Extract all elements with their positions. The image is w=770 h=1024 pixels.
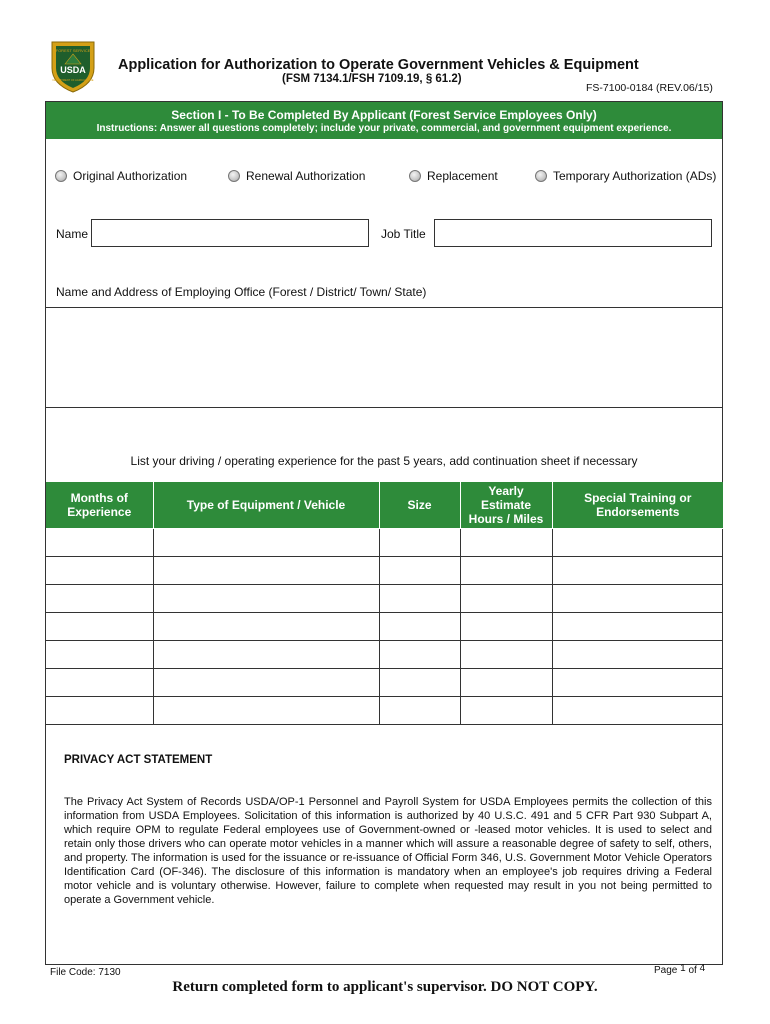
col-yearly-estimate: Yearly Estimate Hours / Miles <box>460 482 552 529</box>
table-cell[interactable] <box>460 669 552 697</box>
table-cell[interactable] <box>46 557 153 585</box>
form-title: Application for Authorization to Operate Government Vehicles & Equipment <box>118 57 639 73</box>
section-instructions: Instructions: Answer all questions completely; include your private, commercial, and government equipment experience. <box>96 123 672 134</box>
svg-text:USDA: USDA <box>60 65 86 75</box>
experience-instructions: List your driving / operating experience for the past 5 years, add continuation sheet if necessary <box>130 454 638 468</box>
table-row <box>46 613 723 641</box>
table-row <box>46 697 723 725</box>
section-title: Section I - To Be Completed By Applicant (Forest Service Employees Only) <box>171 108 597 122</box>
table-cell[interactable] <box>460 697 552 725</box>
table-cell[interactable] <box>552 669 723 697</box>
table-cell[interactable] <box>153 613 379 641</box>
table-row <box>46 585 723 613</box>
table-cell[interactable] <box>153 669 379 697</box>
table-cell[interactable] <box>552 529 723 557</box>
table-cell[interactable] <box>552 585 723 613</box>
table-cell[interactable] <box>153 641 379 669</box>
table-cell[interactable] <box>46 585 153 613</box>
table-cell[interactable] <box>379 557 460 585</box>
radio-button-icon[interactable] <box>409 170 421 182</box>
form-subtitle: (FSM 7134.1/FSH 7109.19, § 61.2) <box>282 73 462 85</box>
radio-button-icon[interactable] <box>228 170 240 182</box>
table-cell[interactable] <box>460 529 552 557</box>
table-cell[interactable] <box>379 613 460 641</box>
table-cell[interactable] <box>552 697 723 725</box>
table-cell[interactable] <box>46 641 153 669</box>
table-cell[interactable] <box>379 669 460 697</box>
file-code: File Code: 7130 <box>50 967 121 978</box>
col-special-training: Special Training or Endorsements <box>552 482 723 529</box>
office-address-input[interactable] <box>46 307 722 408</box>
experience-header-row <box>46 482 723 529</box>
radio-label: Renewal Authorization <box>246 169 366 183</box>
table-cell[interactable] <box>379 585 460 613</box>
table-cell[interactable] <box>379 697 460 725</box>
table-cell[interactable] <box>460 585 552 613</box>
radio-label: Temporary Authorization (ADs) <box>553 169 717 183</box>
table-cell[interactable] <box>153 529 379 557</box>
table-cell[interactable] <box>460 613 552 641</box>
table-cell[interactable] <box>552 557 723 585</box>
name-input[interactable] <box>91 219 369 247</box>
svg-text:FOREST SERVICE: FOREST SERVICE <box>55 48 91 53</box>
table-cell[interactable] <box>460 557 552 585</box>
col-size: Size <box>379 482 460 529</box>
radio-renewal-authorization[interactable] <box>228 169 365 183</box>
page-label: Page <box>654 965 678 976</box>
radio-replacement[interactable] <box>409 169 498 183</box>
radio-temporary-authorization[interactable] <box>535 169 716 183</box>
experience-table <box>46 482 723 725</box>
col-equipment-type: Type of Equipment / Vehicle <box>153 482 379 529</box>
radio-button-icon[interactable] <box>535 170 547 182</box>
radio-original-authorization[interactable] <box>55 169 187 183</box>
table-row <box>46 641 723 669</box>
svg-text:DEPARTMENT OF AGRICULTURE: DEPARTMENT OF AGRICULTURE <box>52 79 94 82</box>
table-cell[interactable] <box>379 529 460 557</box>
table-cell[interactable] <box>153 557 379 585</box>
section-header <box>46 102 722 139</box>
job-title-label: Job Title <box>381 227 426 241</box>
table-cell[interactable] <box>379 641 460 669</box>
usfs-shield-logo <box>48 38 98 94</box>
table-cell[interactable] <box>46 669 153 697</box>
table-cell[interactable] <box>46 613 153 641</box>
table-cell[interactable] <box>153 697 379 725</box>
page-of: of <box>688 965 697 976</box>
name-label: Name <box>56 227 89 241</box>
page-indicator <box>654 965 705 976</box>
page-total: 4 <box>699 963 706 974</box>
radio-button-icon[interactable] <box>55 170 67 182</box>
privacy-act-title: PRIVACY ACT STATEMENT <box>64 754 213 766</box>
table-row <box>46 669 723 697</box>
office-label: Name and Address of Employing Office (Forest / District/ Town/ State) <box>56 285 427 299</box>
radio-label: Replacement <box>427 169 498 183</box>
table-cell[interactable] <box>46 529 153 557</box>
footer-notice: Return completed form to applicant's supervisor. DO NOT COPY. <box>172 979 598 995</box>
table-cell[interactable] <box>460 641 552 669</box>
table-cell[interactable] <box>46 697 153 725</box>
table-row <box>46 557 723 585</box>
job-title-input[interactable] <box>434 219 712 247</box>
table-row <box>46 529 723 557</box>
table-cell[interactable] <box>552 641 723 669</box>
radio-label: Original Authorization <box>73 169 188 183</box>
col-months-experience: Months of Experience <box>46 482 153 529</box>
table-cell[interactable] <box>153 585 379 613</box>
privacy-act-body: The Privacy Act System of Records USDA/OP-1 Personnel and Payroll System for USDA Employees permits the collection of this information from USDA Employees. Solicitation of this information is authorized by 40 U.S.C. 491 and 5 CFR Part 930 Subpart A, which require OPM to regulate Federal employees use of Government-owned or -leased motor vehicles. It is used to select and retain only those drivers who can operate motor vehicles in a manner which will assure a reasonable degree of safety to self, others, and property. The information is used for the issuance or re-issuance of Official Form 346, U.S. Government Motor Vehicle Operators Identification Card (OF-346). The disclosure of this information is mandatory when an employee's job requires driving a Federal motor vehicle and is voluntary otherwise. However, failure to complete when requested may result in you not being permitted to operate a Government vehicle. <box>64 796 712 906</box>
table-cell[interactable] <box>552 613 723 641</box>
form-number: FS-7100-0184 (REV.06/15) <box>586 82 713 94</box>
page-current: 1 <box>680 963 686 974</box>
